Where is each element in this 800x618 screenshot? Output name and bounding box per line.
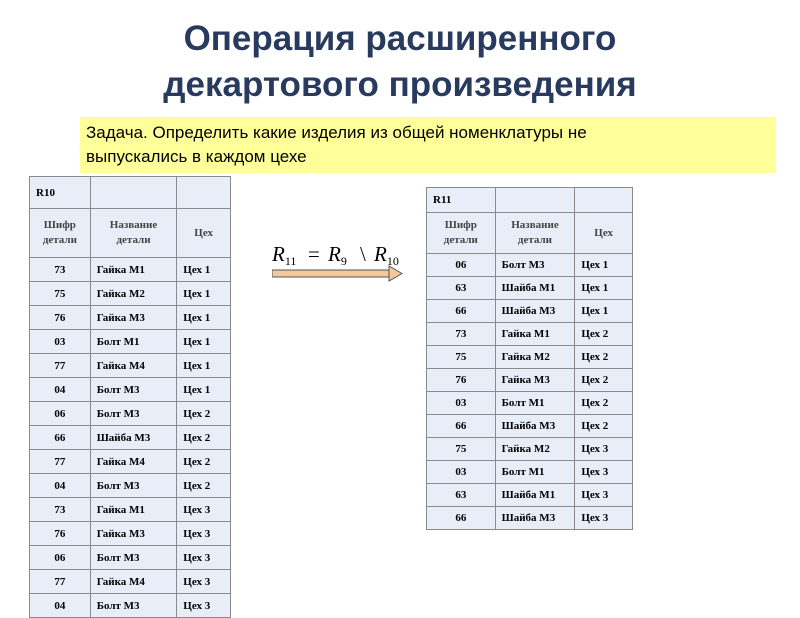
formula-setminus: \ [360, 242, 366, 266]
cell-code: 75 [30, 282, 91, 306]
cell-code: 73 [427, 323, 496, 346]
cell-code: 63 [427, 277, 496, 300]
task-line-1: Задача. Определить какие изделия из общей номенклатуры не [86, 123, 587, 142]
table-row [30, 570, 231, 594]
cell-shop: Цех 1 [575, 277, 633, 300]
relation-r11-table [426, 187, 633, 530]
cell-name: Гайка М4 [90, 354, 177, 378]
cell-shop: Цех 2 [575, 392, 633, 415]
cell-shop: Цех 1 [177, 306, 231, 330]
cell-name: Болт М3 [90, 594, 177, 618]
cell-name: Гайка М3 [495, 369, 575, 392]
header-text: детали [42, 234, 77, 246]
cell-shop: Цех 3 [575, 484, 633, 507]
table-row [427, 438, 633, 461]
table-row [30, 498, 231, 522]
cell-shop: Цех 1 [177, 258, 231, 282]
header-text: детали [116, 234, 151, 246]
column-header-code [30, 209, 91, 258]
cell-shop: Цех 3 [177, 522, 231, 546]
cell-shop: Цех 3 [177, 570, 231, 594]
cell-name: Шайба М1 [495, 484, 575, 507]
cell-code: 77 [30, 354, 91, 378]
cell-shop: Цех 2 [177, 450, 231, 474]
cell-shop: Цех 3 [575, 461, 633, 484]
cell-name: Гайка М2 [495, 438, 575, 461]
cell-shop: Цех 2 [575, 346, 633, 369]
task-line-2: выпускались в каждом цехе [86, 147, 307, 166]
cell-code: 03 [30, 330, 91, 354]
table-row [30, 474, 231, 498]
cell-shop: Цех 1 [177, 282, 231, 306]
cell-code: 06 [427, 254, 496, 277]
cell-shop: Цех 3 [177, 594, 231, 618]
cell-code: 76 [30, 522, 91, 546]
cell-code: 66 [427, 300, 496, 323]
cell-code: 66 [427, 507, 496, 530]
cell-code: 06 [30, 546, 91, 570]
formula-r11: R11 [272, 242, 297, 268]
column-header-shop: Цех [177, 209, 231, 258]
cell-shop: Цех 1 [177, 330, 231, 354]
cell-code: 66 [427, 415, 496, 438]
table-row [427, 507, 633, 530]
table-body [427, 254, 633, 530]
column-header-name [90, 209, 177, 258]
cell-name: Гайка М1 [495, 323, 575, 346]
cell-name: Гайка М1 [90, 498, 177, 522]
cell-name: Шайба М3 [90, 426, 177, 450]
table-row [427, 346, 633, 369]
table-row [30, 378, 231, 402]
table-row [30, 594, 231, 618]
empty-cell [575, 188, 633, 213]
cell-shop: Цех 2 [177, 426, 231, 450]
cell-code: 73 [30, 498, 91, 522]
header-text: Шифр [43, 219, 76, 231]
table-body [30, 258, 231, 618]
cell-shop: Цех 2 [575, 323, 633, 346]
table-row [30, 306, 231, 330]
cell-name: Гайка М4 [90, 450, 177, 474]
table-row [30, 546, 231, 570]
table-row [427, 254, 633, 277]
cell-name: Шайба М3 [495, 415, 575, 438]
cell-code: 63 [427, 484, 496, 507]
cell-shop: Цех 1 [177, 354, 231, 378]
cell-shop: Цех 2 [177, 402, 231, 426]
cell-code: 76 [427, 369, 496, 392]
cell-name: Болт М1 [495, 461, 575, 484]
cell-name: Болт М3 [495, 254, 575, 277]
cell-code: 77 [30, 570, 91, 594]
cell-code: 66 [30, 426, 91, 450]
table-row [30, 522, 231, 546]
cell-shop: Цех 1 [575, 254, 633, 277]
cell-code: 06 [30, 402, 91, 426]
cell-shop: Цех 1 [575, 300, 633, 323]
cell-name: Болт М3 [90, 402, 177, 426]
formula-equals: = [308, 242, 320, 266]
empty-cell [495, 188, 575, 213]
cell-name: Гайка М3 [90, 306, 177, 330]
table-row [427, 277, 633, 300]
title-line-1: Операция расширенного [183, 19, 617, 58]
cell-name: Болт М3 [90, 378, 177, 402]
cell-name: Болт М1 [495, 392, 575, 415]
table-row [30, 450, 231, 474]
cell-shop: Цех 2 [575, 415, 633, 438]
cell-code: 75 [427, 346, 496, 369]
right-arrow-icon [272, 266, 402, 281]
cell-name: Гайка М2 [495, 346, 575, 369]
cell-code: 03 [427, 461, 496, 484]
cell-name: Гайка М3 [90, 522, 177, 546]
formula-arrow [272, 232, 412, 282]
relation-r10-table [29, 176, 231, 618]
table-row [427, 484, 633, 507]
cell-shop: Цех 2 [177, 474, 231, 498]
cell-code: 03 [427, 392, 496, 415]
cell-shop: Цех 3 [575, 438, 633, 461]
cell-code: 76 [30, 306, 91, 330]
cell-name: Болт М1 [90, 330, 177, 354]
task-box [80, 117, 776, 173]
table-row [30, 402, 231, 426]
formula-r10: R10 [374, 242, 399, 268]
cell-shop: Цех 3 [177, 498, 231, 522]
page-title [0, 16, 800, 108]
header-text: детали [517, 234, 553, 246]
cell-shop: Цех 1 [177, 378, 231, 402]
table-row [427, 415, 633, 438]
table-row [30, 426, 231, 450]
table-row [427, 323, 633, 346]
table-row [427, 392, 633, 415]
empty-cell [90, 177, 177, 209]
header-text: Название [109, 219, 158, 231]
header-text: детали [443, 234, 478, 246]
table-row [30, 330, 231, 354]
column-header-shop: Цех [575, 213, 633, 254]
cell-name: Шайба М1 [495, 277, 575, 300]
cell-name: Гайка М2 [90, 282, 177, 306]
header-text: Название [511, 219, 559, 231]
cell-shop: Цех 3 [575, 507, 633, 530]
column-header-name [495, 213, 575, 254]
cell-code: 04 [30, 594, 91, 618]
cell-code: 77 [30, 450, 91, 474]
table-row [30, 354, 231, 378]
cell-name: Болт М3 [90, 546, 177, 570]
cell-name: Гайка М1 [90, 258, 177, 282]
table-row [427, 369, 633, 392]
cell-code: 04 [30, 474, 91, 498]
title-line-2: декартового произведения [163, 65, 637, 104]
table-row [30, 282, 231, 306]
cell-name: Болт М3 [90, 474, 177, 498]
cell-code: 04 [30, 378, 91, 402]
empty-cell [177, 177, 231, 209]
table-row [427, 300, 633, 323]
relation-name: R10 [30, 177, 91, 209]
cell-code: 75 [427, 438, 496, 461]
cell-shop: Цех 3 [177, 546, 231, 570]
cell-code: 73 [30, 258, 91, 282]
cell-name: Гайка М4 [90, 570, 177, 594]
header-text: Шифр [444, 219, 477, 231]
cell-shop: Цех 2 [575, 369, 633, 392]
cell-name: Шайба М3 [495, 507, 575, 530]
relation-name: R11 [427, 188, 496, 213]
cell-name: Шайба М3 [495, 300, 575, 323]
table-row [427, 461, 633, 484]
formula-r9: R9 [328, 242, 347, 268]
column-header-code [427, 213, 496, 254]
table-row [30, 258, 231, 282]
